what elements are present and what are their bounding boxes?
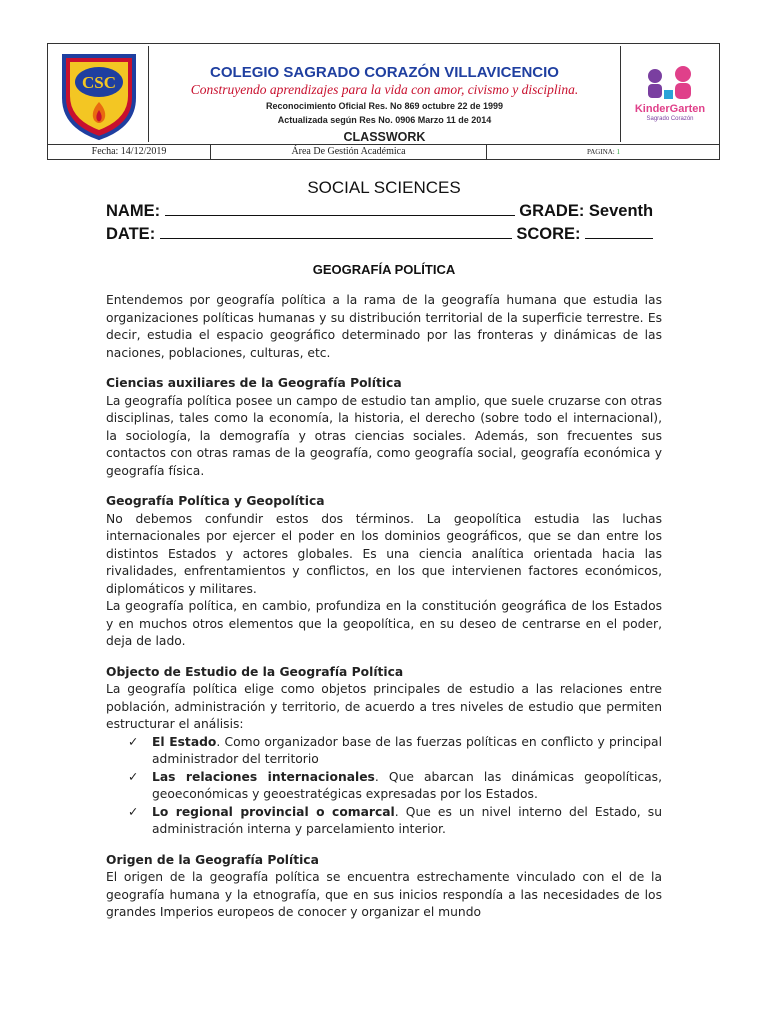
list-item-text: . Que abarcan las dinámicas geopolíticas, geoeconómicas y geoestratégicas expresadas por los Estados. bbox=[152, 769, 662, 801]
kindergarten-logo bbox=[620, 46, 719, 142]
list-item bbox=[106, 734, 662, 769]
kindergarten-subtext: Sagrado Corazón bbox=[646, 116, 694, 122]
header-info-row bbox=[48, 144, 719, 160]
area-cell: Área De Gestión Académica bbox=[211, 144, 487, 160]
check-icon: ✓ bbox=[128, 769, 139, 784]
grade-label: GRADE: Seventh bbox=[519, 202, 654, 220]
shield-icon bbox=[50, 46, 148, 142]
kindergarten-text: KinderGarten bbox=[634, 103, 706, 115]
date-field[interactable] bbox=[160, 224, 512, 239]
check-icon: ✓ bbox=[128, 804, 139, 819]
score-label: SCORE: bbox=[516, 225, 581, 243]
section-paragraph: La geografía política posee un campo de estudio tan amplio, que suele cruzarse con otras disciplinas, tales como la economía, la historia, el derecho (sobre todo el internacional), la sociología, la demografía y otras ciencias sociales. Además, son frecuentes sus contactos con otras ramas de la geografía, como geografía social, geografía económica y geografía física. bbox=[106, 393, 662, 478]
list-item-bold: El Estado bbox=[152, 734, 217, 749]
page-cell bbox=[487, 144, 719, 160]
school-motto: Construyendo aprendizajes para la vida con amor, civismo y disciplina. bbox=[190, 82, 579, 97]
section-paragraph: El origen de la geografía política se encuentra estrechamente vinculado con el de la geografía humana y la etnografía, que en sus inicios respondía a las necesidades de los grandes Imperios europeos de conocer y organizar el mundo bbox=[106, 870, 662, 919]
section-heading: Ciencias auxiliares de la Geografía Política bbox=[106, 376, 402, 390]
list-item-text: . Como organizador base de las fuerzas políticas en conflicto y principal administrador del territorio bbox=[152, 734, 662, 766]
section-heading: Geografía Política y Geopolítica bbox=[106, 494, 325, 508]
school-shield-logo bbox=[50, 46, 149, 142]
document-body bbox=[106, 292, 662, 922]
document-header bbox=[47, 43, 720, 160]
section-paragraph: La geografía política, en cambio, profundiza en la constitución geográfica de los Estados y en muchos otros elementos que la geopolítica, en su deseo de centrarse en el poder, deja de lado. bbox=[106, 599, 662, 648]
intro-paragraph: Entendemos por geografía política a la rama de la geografía humana que estudia las organizaciones políticas humanas y su distribución territorial de la superficie terrestre. Es decir, estudia el espacio geográfico determinado por las fronteras y dinámicas de las naciones, poblaciones, culturas, etc. bbox=[106, 293, 662, 360]
score-field[interactable] bbox=[585, 224, 653, 239]
doc-type: CLASSWORK bbox=[343, 130, 426, 144]
kindergarten-icon bbox=[621, 46, 719, 142]
list-item bbox=[106, 804, 662, 839]
list-item-text: . Que es un nivel interno del Estado, su administración interna y parcelamiento interior. bbox=[152, 804, 662, 836]
check-icon: ✓ bbox=[128, 734, 139, 749]
page-label: PAGINA: bbox=[587, 148, 615, 156]
study-levels-list bbox=[106, 734, 662, 839]
date-cell: Fecha: 14/12/2019 bbox=[48, 144, 211, 160]
header-center bbox=[148, 44, 621, 144]
recognition-line-1: Reconocimiento Oficial Res. No 869 octubre 22 de 1999 bbox=[265, 101, 504, 111]
name-label: NAME: bbox=[106, 202, 161, 220]
list-item-bold: Lo regional provincial o comarcal bbox=[152, 804, 395, 819]
recognition-line-2: Actualizada según Res No. 0906 Marzo 11 de 2014 bbox=[277, 115, 492, 125]
section-paragraph: No debemos confundir estos dos términos. La geopolítica estudia las luchas internacionales por ejercer el poder en los dominios geográficos, que se dan entre los distintos Estados y actores globales. Es una ciencia analítica orientada hacia las rivalidades, enfrentamientos y conflictos, en los que intervienen factores económicos, diplomáticos y militares. bbox=[106, 511, 662, 596]
name-grade-line bbox=[106, 201, 662, 221]
list-item bbox=[106, 769, 662, 804]
subject-title: SOCIAL SCIENCES bbox=[307, 178, 461, 197]
section-heading: Objecto de Estudio de la Geografía Política bbox=[106, 664, 404, 679]
section-paragraph: La geografía política elige como objetos principales de estudio a las relaciones entre población, administración y territorio, de acuerdo a tres niveles de estudio que permiten estructurar el análisis: bbox=[106, 682, 662, 731]
name-field[interactable] bbox=[165, 201, 515, 216]
list-item-bold: Las relaciones internacionales bbox=[152, 769, 375, 784]
school-name: COLEGIO SAGRADO CORAZÓN VILLAVICENCIO bbox=[210, 64, 559, 81]
document-title: GEOGRAFÍA POLÍTICA bbox=[312, 262, 456, 277]
date-score-line bbox=[106, 224, 662, 244]
section-heading: Origen de la Geografía Política bbox=[106, 852, 319, 867]
date-label: DATE: bbox=[106, 225, 156, 243]
page-number: 1 bbox=[616, 148, 620, 156]
logo-initials: CSC bbox=[81, 73, 117, 92]
header-main bbox=[48, 44, 719, 145]
